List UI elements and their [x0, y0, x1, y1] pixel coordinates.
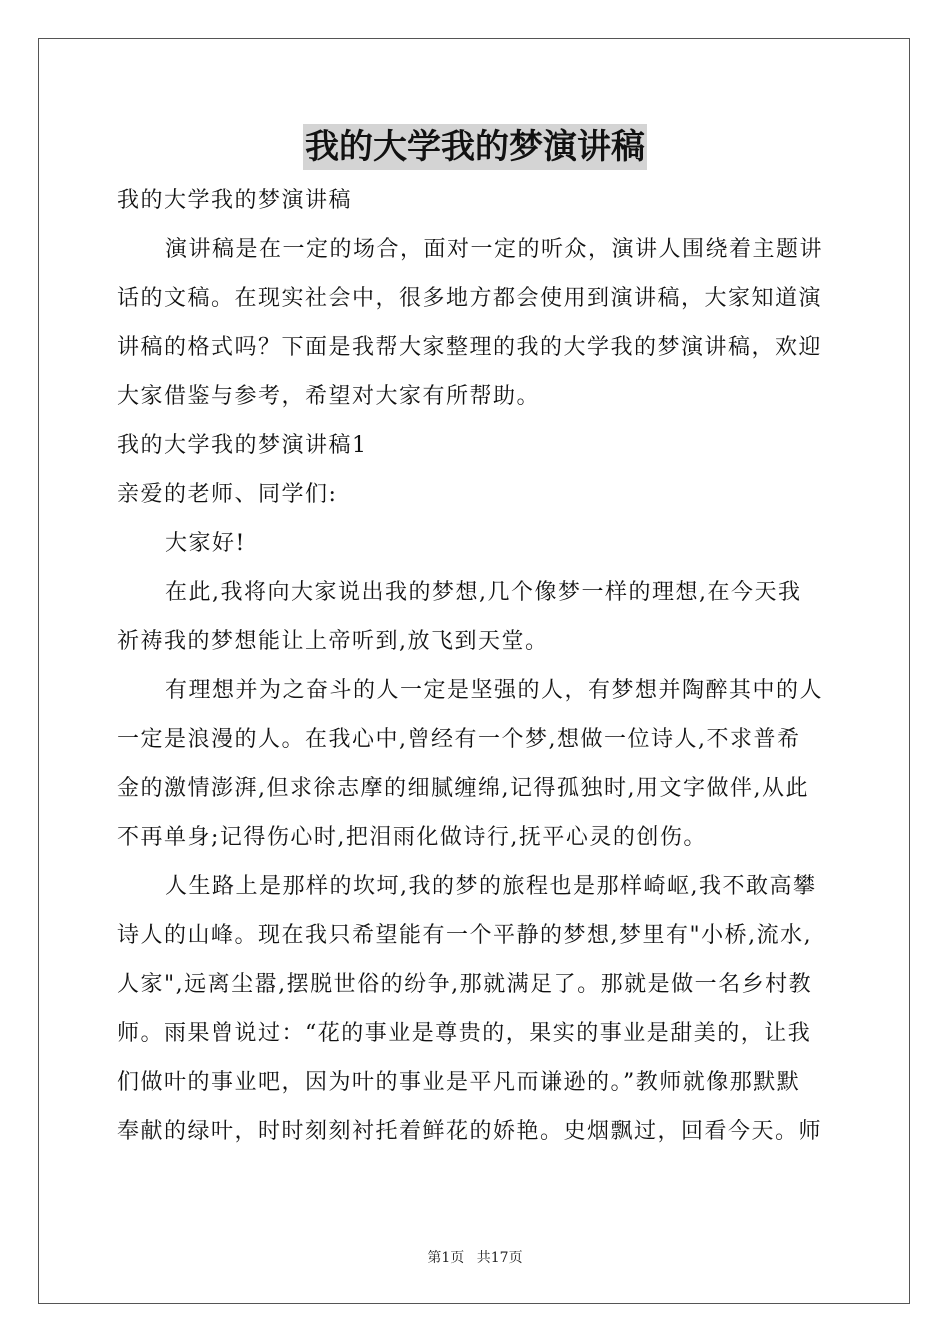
- text-line: 演讲稿是在一定的场合，面对一定的听众，演讲人围绕着主题讲: [165, 237, 824, 262]
- text-line: 讲稿的格式吗？下面是我帮大家整理的我的大学我的梦演讲稿，欢迎: [117, 335, 823, 360]
- text-line: 我的大学我的梦演讲稿1: [117, 433, 368, 458]
- text-line: 亲爱的老师、同学们:: [117, 482, 338, 507]
- text-line: 大家好!: [165, 531, 246, 556]
- text-line: 在此,我将向大家说出我的梦想,几个像梦一样的理想,在今天我: [165, 580, 802, 605]
- text-line: 金的激情澎湃,但求徐志摩的细腻缠绵,记得孤独时,用文字做伴,从此: [117, 776, 809, 801]
- page-number: 第1页: [427, 1250, 465, 1266]
- text-line: 祈祷我的梦想能让上帝听到,放飞到天堂。: [117, 629, 549, 654]
- document-title: 我的大学我的梦演讲稿: [303, 124, 647, 170]
- title-container: [0, 124, 950, 170]
- text-line: 奉献的绿叶，时时刻刻衬托着鲜花的娇艳。史烟飘过，回看今天。师: [117, 1119, 823, 1144]
- document-body: [117, 176, 835, 1156]
- page-footer: [0, 1247, 950, 1267]
- text-line: 人家",远离尘嚣,摆脱世俗的纷争,那就满足了。那就是做一名乡村教: [117, 972, 813, 997]
- text-line: 一定是浪漫的人。在我心中,曾经有一个梦,想做一位诗人,不求普希: [117, 727, 801, 752]
- text-line: 人生路上是那样的坎坷,我的梦的旅程也是那样崎岖,我不敢高攀: [165, 874, 817, 899]
- text-line: 我的大学我的梦演讲稿: [117, 188, 353, 213]
- text-line: 大家借鉴与参考，希望对大家有所帮助。: [117, 384, 541, 409]
- text-line: 话的文稿。在现实社会中，很多地方都会使用到演讲稿，大家知道演: [117, 286, 823, 311]
- page-total: 共17页: [476, 1250, 523, 1266]
- text-line: 诗人的山峰。现在我只希望能有一个平静的梦想,梦里有"小桥,流水,: [117, 923, 813, 948]
- text-line: 们做叶的事业吧，因为叶的事业是平凡而谦逊的。”教师就像那默默: [117, 1070, 801, 1095]
- text-line: 师。雨果曾说过：“花的事业是尊贵的，果实的事业是甜美的，让我: [117, 1021, 812, 1046]
- text-line: 有理想并为之奋斗的人一定是坚强的人，有梦想并陶醉其中的人: [165, 678, 824, 703]
- text-line: 不再单身;记得伤心时,把泪雨化做诗行,抚平心灵的创伤。: [117, 825, 707, 850]
